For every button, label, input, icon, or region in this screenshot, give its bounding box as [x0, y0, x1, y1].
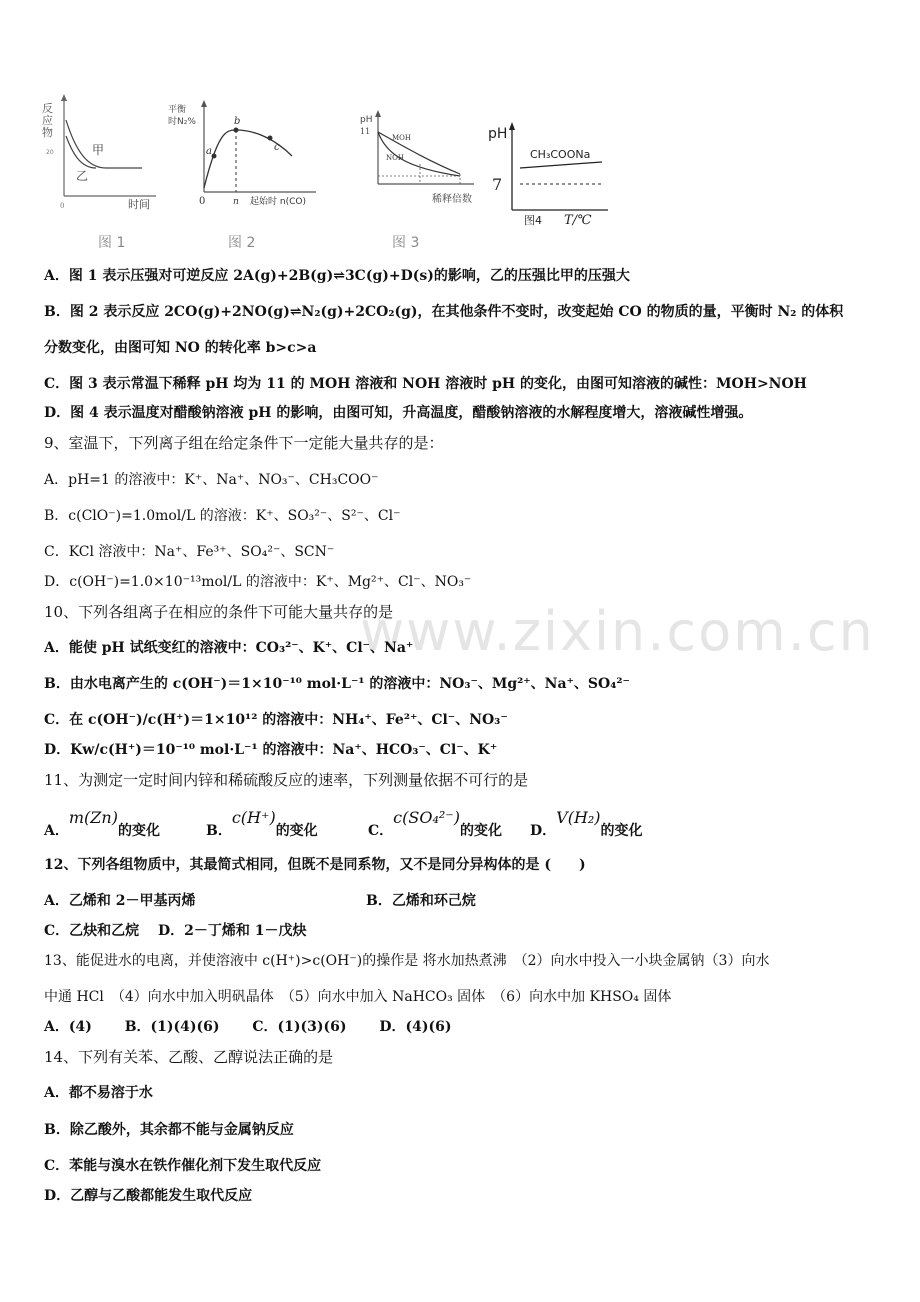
- q9-option-b: B．c(ClO⁻)=1.0mol/L 的溶液：K⁺、SO₃²⁻、S²⁻、Cl⁻: [44, 508, 401, 524]
- q10-option-c: C．在 c(OH⁻)/c(H⁺)＝1×10¹² 的溶液中：NH₄⁺、Fe²⁺、Cl⁻、NO₃⁻: [44, 712, 508, 728]
- q13-options: A．(4) B．(1)(4)(6) C．(1)(3)(6) D．(4)(6): [44, 1019, 452, 1035]
- q8-option-a: A．图 1 表示压强对可逆反应 2A(g)+2B(g)⇌3C(g)+D(s)的影响，乙的压强比甲的压强大: [44, 268, 630, 284]
- q10-stem: 10、下列各组离子在相应的条件下可能大量共存的是: [44, 603, 394, 621]
- q11-stem: 11、为测定一定时间内锌和稀硫酸反应的速率，下列测量依据不可行的是: [44, 771, 529, 789]
- fig4-curve: [520, 162, 602, 168]
- q9-stem: 9、室温下，下列离子组在给定条件下一定能大量共存的是：: [44, 434, 444, 452]
- fig4-ylabel: pH: [488, 126, 508, 142]
- fig3-curve-moh: [378, 132, 460, 174]
- fig4-curve-label: CH₃COONa: [530, 148, 591, 161]
- fig3-label-moh: MOH: [392, 134, 412, 142]
- fig2-xtick: n: [233, 197, 239, 207]
- fig1-ylabel-3: 物: [42, 126, 53, 139]
- q13-stem: 13、能促进水的电离，并使溶液中 c(H⁺)>c(OH⁻)的操作是 将水加热煮沸 （2）向水中投入一小块金属钠（3）向水: [44, 953, 770, 969]
- fig3-ylabel: pH: [360, 115, 373, 125]
- figure-3: [356, 92, 486, 222]
- q8-option-b: B．图 2 表示反应 2CO(g)+2NO(g)⇌N₂(g)+2CO₂(g)，在其他条件不变时，改变起始 CO 的物质的量，平衡时 N₂ 的体积: [44, 304, 844, 320]
- q9-option-d: D．c(OH⁻)=1.0×10⁻¹³mol/L 的溶液中：K⁺、Mg²⁺、Cl⁻、NO₃⁻: [44, 574, 472, 590]
- fig4-xlabel: T/℃: [564, 213, 592, 228]
- q11-option-d: D．V(H₂)的变化: [530, 808, 643, 839]
- q9-option-c: C．KCl 溶液中：Na⁺、Fe³⁺、SO₄²⁻、SCN⁻: [44, 544, 335, 560]
- q14-option-a: A．都不易溶于水: [44, 1085, 153, 1101]
- figure-3-graph: [356, 92, 486, 222]
- fig2-origin: 0: [199, 196, 206, 207]
- fig4-ytick: 7: [492, 175, 503, 194]
- q9-option-a: A．pH=1 的溶液中：K⁺、Na⁺、NO₃⁻、CH₃COO⁻: [44, 472, 379, 488]
- figure-4-graph: [484, 92, 614, 232]
- q8-option-c: C．图 3 表示常温下稀释 pH 均为 11 的 MOH 溶液和 NOH 溶液时 pH 的变化，由图可知溶液的碱性：MOH>NOH: [44, 376, 807, 392]
- figures-row: [36, 92, 616, 252]
- q11-option-c: C．c(SO₄²⁻)的变化: [368, 808, 502, 839]
- figure-4: [484, 92, 614, 232]
- fig3-ytick: 11: [360, 127, 371, 136]
- fig1-tick: 20: [46, 149, 54, 156]
- q14-option-d: D．乙醇与乙酸都能发生取代反应: [44, 1188, 253, 1204]
- fig1-origin: 0: [60, 202, 65, 210]
- figure-1-graph: [36, 92, 166, 222]
- q11-option-b: B．c(H⁺)的变化: [206, 808, 318, 839]
- fig2-ylabel-2: 时N₂%: [168, 117, 196, 127]
- q14-option-c: C．苯能与溴水在铁作催化剂下发生取代反应: [44, 1158, 322, 1174]
- fig3-label-noh: NOH: [386, 154, 404, 162]
- fig2-curve: [204, 130, 292, 188]
- figure-1: [36, 92, 166, 222]
- q8-option-d: D．图 4 表示温度对醋酸钠溶液 pH 的影响，由图可知，升高温度，醋酸钠溶液的水解程度增大，溶液碱性增强。: [44, 405, 753, 421]
- q11-option-a: A．m(Zn)的变化: [44, 808, 160, 839]
- fig3-xlabel: 稀释倍数: [432, 194, 472, 205]
- q14-option-b: B．除乙酸外，其余都不能与金属钠反应: [44, 1122, 294, 1138]
- fig1-caption: 图 1: [98, 235, 126, 251]
- watermark: www.zixin.com.cn: [360, 600, 875, 663]
- fig1-label-jia: 甲: [92, 143, 105, 157]
- fig2-point-c: c: [274, 142, 280, 153]
- q13-stem-cont: 中通 HCl （4）向水中加入明矾晶体 （5）向水中加入 NaHCO₃ 固体 （6）向水中加 KHSO₄ 固体: [44, 989, 672, 1005]
- fig4-caption: 图4: [524, 214, 542, 227]
- fig1-ylabel-1: 反: [42, 102, 53, 115]
- q10-option-a: A．能使 pH 试纸变红的溶液中：CO₃²⁻、K⁺、Cl⁻、Na⁺: [44, 640, 414, 656]
- fig2-ylabel-1: 平衡: [168, 105, 187, 115]
- fig2-point-a: a: [206, 146, 212, 157]
- fig2-xlabel: 起始时 n(CO): [250, 197, 306, 207]
- q10-option-d: D．Kw/c(H⁺)＝10⁻¹⁰ mol·L⁻¹ 的溶液中：Na⁺、HCO₃⁻、Cl⁻、K⁺: [44, 742, 498, 758]
- figure-2: [166, 92, 336, 222]
- q10-option-b: B．由水电离产生的 c(OH⁻)＝1×10⁻¹⁰ mol·L⁻¹ 的溶液中：NO₃⁻、Mg²⁺、Na⁺、SO₄²⁻: [44, 676, 630, 692]
- fig2-point-b: b: [234, 116, 241, 127]
- q14-stem: 14、下列有关苯、乙酸、乙醇说法正确的是: [44, 1048, 334, 1066]
- figure-2-graph: [166, 92, 336, 222]
- q8-option-b-cont: 分数变化，由图可知 NO 的转化率 b>c>a: [44, 340, 317, 356]
- fig1-label-yi: 乙: [76, 169, 89, 183]
- fig1-ylabel-2: 应: [42, 114, 53, 127]
- q12-option-a: A．乙烯和 2－甲基丙烯: [44, 893, 196, 909]
- fig1-xlabel: 时间: [128, 198, 150, 211]
- q12-stem: 12、下列各组物质中，其最简式相同，但既不是同系物，又不是同分异构体的是 ( ): [44, 857, 586, 873]
- q12-option-b: B．乙烯和环己烷: [366, 893, 476, 909]
- q12-option-cd: C．乙炔和乙烷 D．2－丁烯和 1－戊炔: [44, 923, 307, 939]
- fig3-caption: 图 3: [392, 235, 420, 251]
- fig2-caption: 图 2: [228, 235, 256, 251]
